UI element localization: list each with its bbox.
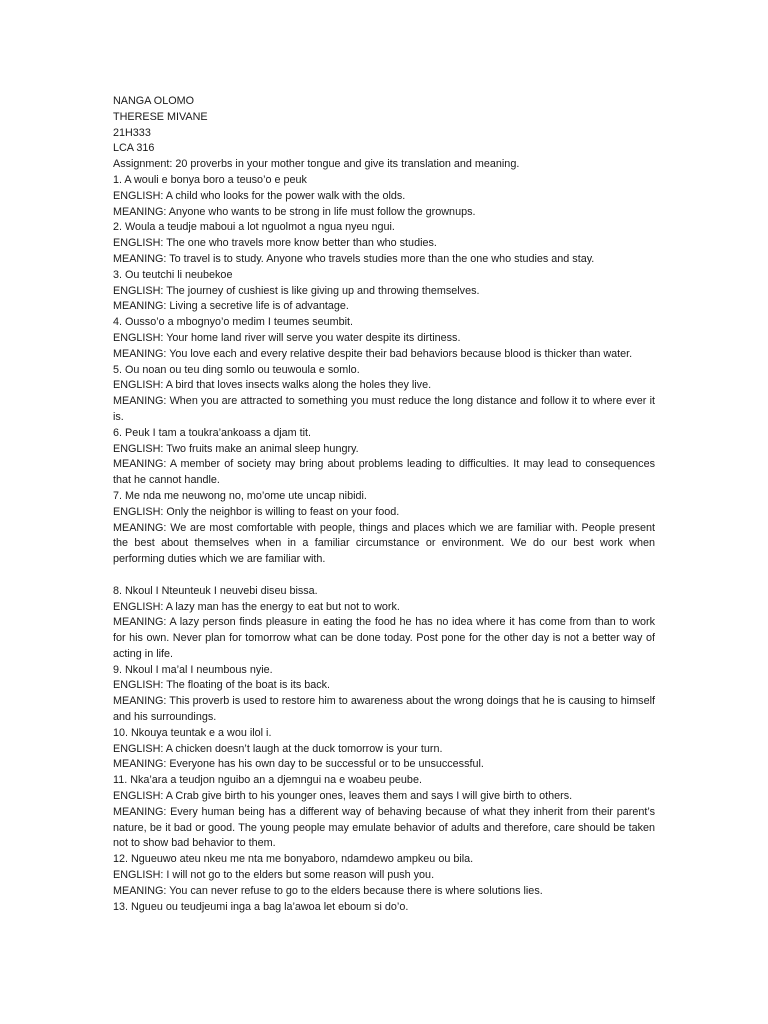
proverb-10-title: 10. Nkouya teuntak e a wou ilol i. (113, 726, 272, 739)
proverb-12-meaning: MEANING: You can never refuse to go to the elders because there is where solutions lies. (113, 884, 543, 897)
proverb-9-title: 9. Nkoul I ma’al I neumbous nyie. (113, 663, 273, 676)
proverb-3-meaning: MEANING: Living a secretive life is of advantage. (113, 300, 349, 313)
proverb-1-english: ENGLISH: A child who looks for the power walk with the olds. (113, 189, 406, 202)
proverb-8-meaning: MEANING: A lazy person finds pleasure in eating the food he has no idea where it has come from than to work for his own. Never plan for tomorrow what can be done today. Post pone for the other day is not a better way of acting in life. (113, 616, 655, 660)
proverb-5-title: 5. Ou noan ou teu ding somlo ou teuwoula e somlo. (113, 363, 360, 376)
proverb-2-title: 2. Woula a teudje maboui a lot nguolmot a ngua nyeu ngui. (113, 221, 395, 234)
proverb-1-title: 1. A wouli e bonya boro a teuso’o e peuk (113, 173, 307, 186)
author-name: NANGA OLOMO (113, 95, 194, 107)
blank-line (113, 568, 655, 584)
proverb-7-english: ENGLISH: Only the neighbor is willing to feast on your food. (113, 505, 400, 518)
supervisor-name: THERESE MIVANE (113, 110, 208, 123)
proverb-10-english: ENGLISH: A chicken doesn’t laugh at the duck tomorrow is your turn. (113, 742, 443, 755)
proverb-5-english: ENGLISH: A bird that loves insects walks along the holes they live. (113, 379, 432, 392)
proverb-13-title: 13. Ngueu ou teudjeumi inga a bag la’awoa let eboum si do’o. (113, 900, 409, 913)
proverb-5-meaning: MEANING: When you are attracted to something you must reduce the long distance and follow it to where ever it is. (113, 395, 655, 423)
proverb-6-meaning: MEANING: A member of society may bring about problems leading to difficulties. It may lead to consequences that he cannot handle. (113, 458, 655, 487)
proverb-12-english: ENGLISH: I will not go to the elders but some reason will push you. (113, 869, 435, 882)
proverb-6-title: 6. Peuk I tam a toukra’ankoass a djam tit. (113, 426, 312, 439)
proverb-2-english: ENGLISH: The one who travels more know better than who studies. (113, 237, 437, 250)
proverb-10-meaning: MEANING: Everyone has his own day to be successful or to be unsuccessful. (113, 758, 484, 771)
proverb-1-meaning: MEANING: Anyone who wants to be strong in life must follow the grownups. (113, 205, 476, 218)
proverb-12-title: 12. Ngueuwo ateu nkeu me nta me bonyaboro, ndamdewo ampkeu ou bila. (113, 853, 474, 866)
student-matricule: 21H333 (113, 126, 151, 139)
course-code: LCA 316 (113, 142, 155, 155)
proverb-3-title: 3. Ou teutchi li neubekoe (113, 268, 233, 281)
proverb-7-title: 7. Me nda me neuwong no, mo’ome ute uncap nibidi. (113, 489, 367, 502)
assignment-title: Assignment: 20 proverbs in your mother tongue and give its translation and meaning. (113, 158, 520, 171)
proverb-6-english: ENGLISH: Two fruits make an animal sleep hungry. (113, 442, 359, 455)
proverb-11-title: 11. Nka’ara a teudjon nguibo an a djemngui na e woabeu peube. (113, 774, 422, 787)
proverb-4-english: ENGLISH: Your home land river will serve you water despite its dirtiness. (113, 331, 461, 344)
proverb-11-english: ENGLISH: A Crab give birth to his younger ones, leaves them and says I will give birth to others. (113, 790, 573, 803)
proverb-4-title: 4. Ousso’o a mbognyo’o medim I teumes seumbit. (113, 316, 354, 329)
proverb-4-meaning: MEANING: You love each and every relative despite their bad behaviors because blood is thicker than water. (113, 347, 633, 360)
proverb-3-english: ENGLISH: The journey of cushiest is like giving up and throwing themselves. (113, 284, 480, 297)
proverb-7-meaning: MEANING: We are most comfortable with people, things and places which we are familiar with. People present the best about themselves when in a familiar circumstance or environment. We do our best work when performing duties which we are familiar with. (113, 521, 655, 566)
proverb-2-meaning: MEANING: To travel is to study. Anyone who travels studies more than the one who studies and stay. (113, 252, 595, 265)
proverb-9-english: ENGLISH: The floating of the boat is its back. (113, 679, 331, 692)
proverb-11-meaning: MEANING: Every human being has a different way of behaving because of what they inherit from their parent’s nature, be it bad or good. The young people may emulate behavior of adults and therefore, care should be taken not to show bad behavior to them. (113, 805, 655, 850)
proverb-8-english: ENGLISH: A lazy man has the energy to eat but not to work. (113, 600, 400, 613)
proverb-9-meaning: MEANING: This proverb is used to restore him to awareness about the wrong doings that he is causing to himself and his surroundings. (113, 695, 655, 724)
proverb-8-title: 8. Nkoul I Nteunteuk I neuvebi diseu bissa. (113, 584, 318, 597)
document-page (113, 94, 655, 915)
